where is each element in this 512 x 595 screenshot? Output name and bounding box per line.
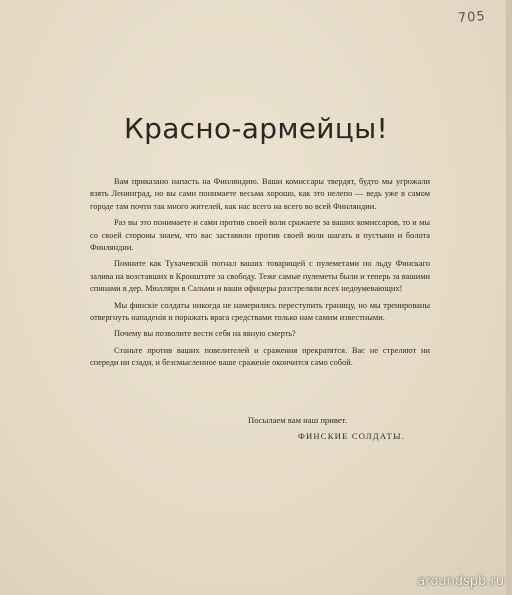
- page-title: Красно-армейцы!: [123, 112, 389, 145]
- page-edge: [506, 0, 512, 595]
- paragraph-5: Почему вы позволите вести себя на явную смерть?: [114, 329, 296, 339]
- archive-number: 705: [457, 9, 487, 26]
- signature: ФИНСКИЕ СОЛДАТЫ.: [298, 431, 406, 441]
- paragraph-3: Помните как Тухачевскій погнал ваших товарищей с пулеметами по льду Финскаго залива на возставших в Кронштате за свободу. Теже самые пулеметы были и теперь за вашими спинами в дер. Мюлляри в Сальми и ваши офицеры разстреляли всех недоумевающих!: [90, 259, 430, 294]
- paragraph-1: Вам приказано напасть на Финляндию. Ваши комиссары твердят, будто мы угрожали взять Ленинград, но вы сами понимаете весьма хорошо, как это нелепо — ведь уже в самом городе там почти так много жителей, как нас всего на всего во всей Финляндии.: [90, 177, 430, 211]
- leaflet-body: [90, 176, 430, 374]
- closing-greeting: Посылаем вам наш привет.: [248, 415, 347, 425]
- paragraph-6: Станьте против ваших повелителей и сражения прекратятся. Вас не стреляют ни спереди ни сзади, и безсмысленное ваше сраженіе окончится само собой.: [90, 345, 430, 368]
- site-watermark: aroundspb.ru: [417, 574, 504, 589]
- paragraph-4: Мы финскіе солдаты никогда не намерились переступить границу, но мы тренированы отвергнуть нападенія и поражать врага средствами только нам самим известными.: [90, 300, 430, 323]
- paragraph-2: Раз вы это понимаете и сами против своей воли сражаете за ваших комиссаров, то и мы со своей стороны знаем, что вас заставили против своей воли шагать в пустыни и болота Финляндии.: [90, 218, 430, 253]
